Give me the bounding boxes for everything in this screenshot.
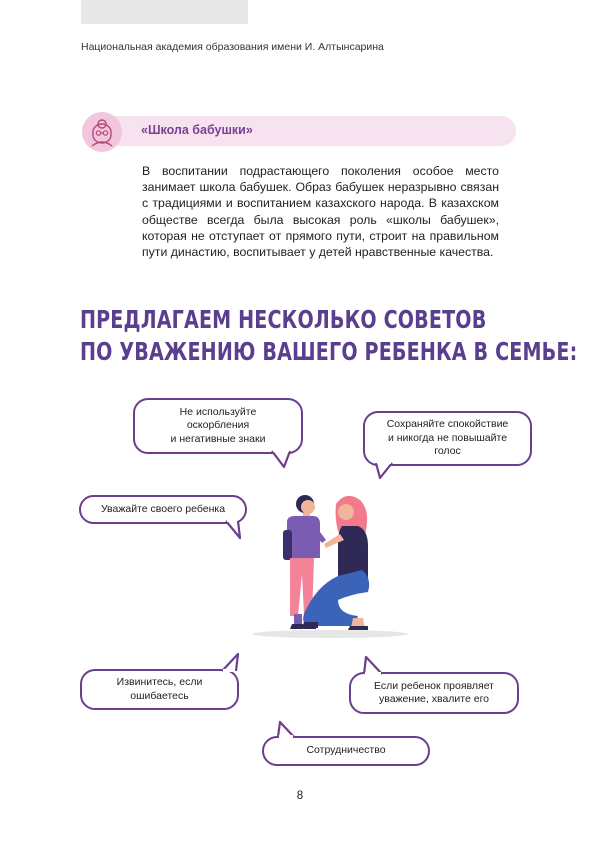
tip-bubble-stay-calm (363, 411, 532, 466)
tips-heading-line-2: ПО УВАЖЕНИЮ ВАШЕГО РЕБЕНКА В СЕМЬЕ: (80, 337, 578, 366)
tip-bubble-praise-respect (349, 672, 519, 714)
tip-line: оскорбления (186, 419, 250, 432)
bubble-tail (362, 655, 388, 675)
tips-heading (80, 304, 577, 368)
bubble-tail (372, 463, 396, 481)
mother-and-son-illustration (250, 490, 410, 640)
page-header: Национальная академия образования имени И. Алтынсарина (81, 41, 384, 53)
tip-line: уважение, хвалите его (378, 693, 490, 705)
bubble-tail (270, 451, 294, 469)
tip-line: Если ребенок проявляет (374, 679, 494, 692)
page-number: 8 (296, 790, 304, 802)
tip-bubble-no-insults (133, 398, 303, 454)
section-title: «Школа бабушки» (141, 123, 253, 137)
tip-line: Сохраняйте спокойствие (386, 418, 509, 431)
tip-line: и никогда не повышайте (387, 431, 508, 444)
tip-bubble-cooperation (262, 736, 430, 766)
bubble-tail (220, 652, 244, 672)
tip-bubble-respect-child (79, 495, 247, 524)
tip-line: голос (434, 445, 461, 458)
top-gray-bar (81, 0, 248, 24)
tips-heading-line-1: ПРЕДЛАГАЕМ НЕСКОЛЬКО СОВЕТОВ (80, 305, 487, 334)
bubble-tail (276, 720, 298, 738)
tip-line: Не используйте (179, 405, 257, 418)
tip-line: и негативные знаки (170, 432, 266, 445)
section-body-text: В воспитании подрастающего поколения особое место занимает школа бабушек. Образ бабушек неразрывно связан с традициями и воспитанием казахского народа. В казахском обществе всегда была высокая роль «школы бабушек», которая не отступает от прямого пути, строит на правильном пути династию, воспитывает у детей нравственные качества. (142, 164, 499, 260)
tip-bubble-apologize (80, 669, 239, 710)
tip-line: Сотрудничество (306, 744, 386, 757)
bubble-tail (224, 521, 246, 541)
tip-line: Извинитесь, если (116, 676, 203, 688)
tip-line: ошибаетесь (130, 689, 189, 702)
tip-line: Уважайте своего ребенка (100, 502, 226, 515)
grandmother-icon (82, 112, 122, 152)
